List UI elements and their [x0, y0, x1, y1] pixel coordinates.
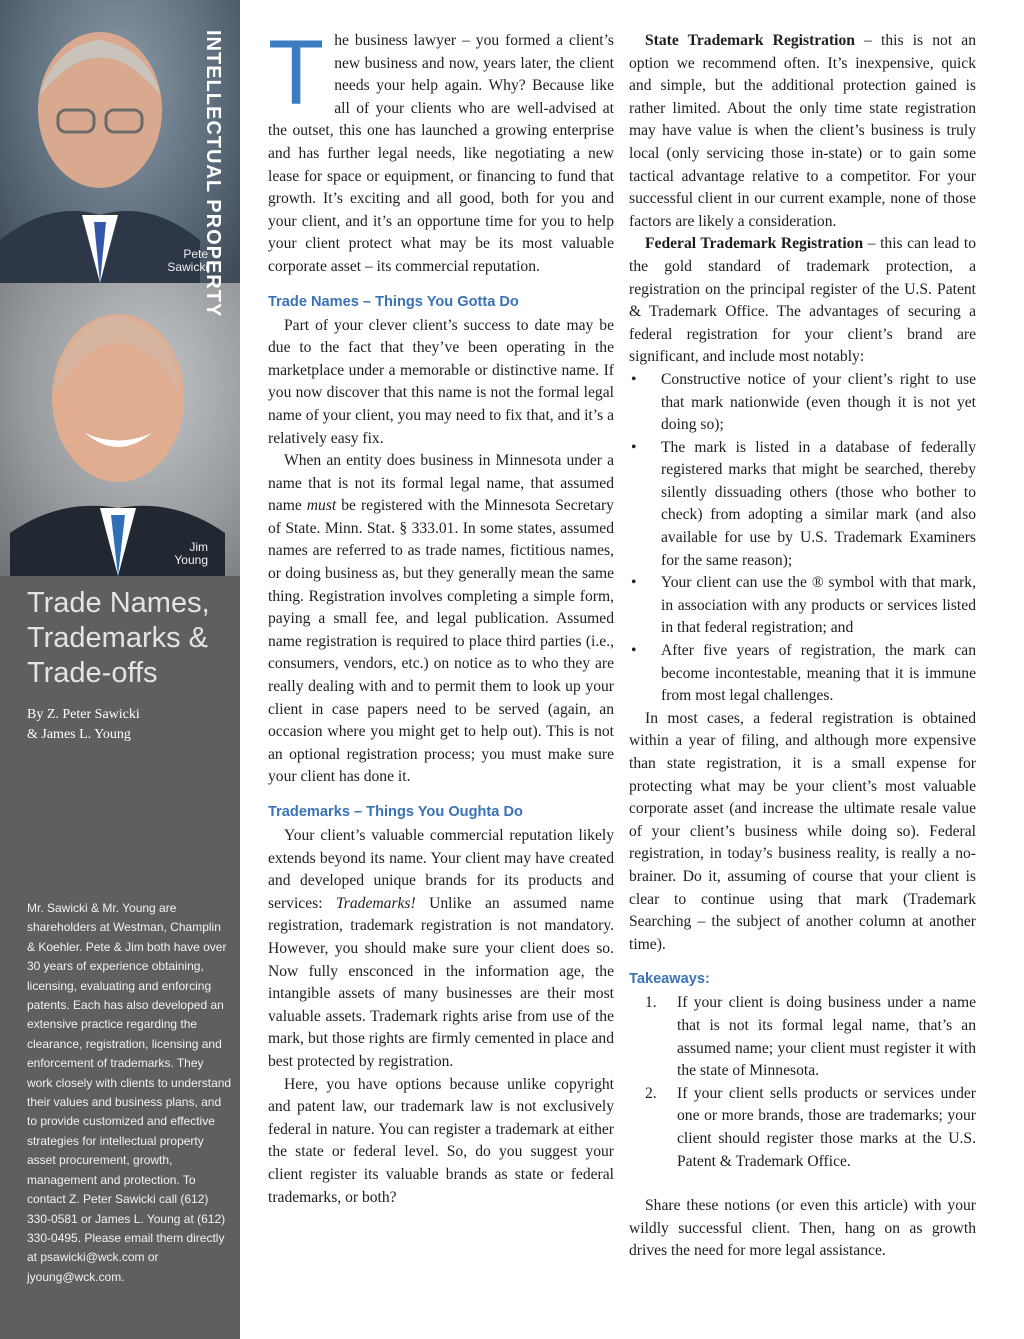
bullet-icon: • [631, 642, 637, 660]
paragraph [268, 450, 614, 789]
emphasis: Trademarks! [335, 894, 416, 912]
list-item [629, 1083, 976, 1173]
list-item [629, 992, 976, 1082]
byline-line: & James L. Young [27, 727, 131, 742]
bullet-icon: • [631, 438, 637, 456]
list-item-text: If your client sells products or services under one or more brands, those are trademarks; your client should register those marks at the U.S. Patent & Trademark Office. [677, 1084, 976, 1170]
byline-line: By Z. Peter Sawicki [27, 707, 140, 722]
run-in-heading: Federal Trademark Registration [645, 235, 864, 253]
bullet-icon: • [631, 370, 637, 388]
paragraph: Part of your clever client’s success to date may be due to the fact that they’ve been operating in the marketplace under a memorable or distinctive name. If you now discover that this name is not the formal legal name of your client, you may need to fix that, and it’s a relatively easy fix. [268, 316, 614, 447]
text-run: When an entity does business in Minnesota under a name that is not its formal legal name, that assumed name [268, 452, 614, 515]
list-item-text: Your client can use the ® symbol with that mark, in association with any products or services listed in that federal registration; and [661, 574, 976, 637]
text-run: – this can lead to the gold standard of trademark protection, a registration on the principal register of the U.S. Patent & Trademark Office. The advantages of securing a federal registration for your client’s brand are significant, and include most notably: [629, 235, 977, 366]
list-item [629, 640, 976, 708]
headline-line: Trade Names, [27, 587, 210, 619]
paragraph-state-registration [629, 30, 976, 233]
paragraph: Here, you have options because unlike copyright and patent law, our trademark law is not exclusively federal in nature. You can register a trademark at either the state or federal level. So, do you suggest your client register its valuable brands as state or federal trademarks, or both? [268, 1075, 614, 1206]
headline-line: Trademarks & [27, 622, 209, 654]
emphasis: must [306, 497, 337, 515]
text-run: – this is not an option we recommend often. It’s inexpensive, quick and simple, but the additional protection gained is rather limited. About the only time state registration may have value is when the client’s business is truly local (only servicing those in-state) or to gain some tactical advantage relative to a competitor. For your successful client in our current example, none of those factors are likely a consideration. [629, 32, 976, 230]
bullet-icon: • [631, 574, 637, 592]
section-label [196, 30, 238, 318]
caption-first-name: Pete [183, 247, 208, 261]
byline [27, 705, 232, 745]
text-run: Unlike an assumed name registration, trademark registration is not mandatory. However, you should make sure your client does so. Now fully ensconced in the information age, the intangible assets of many businesses are their most valuable assets. Trademark rights arise from use of the mark, but those rights are firmly cemented in place and best protected by registration. [268, 894, 614, 1070]
advantages-list [629, 369, 976, 708]
list-item [629, 437, 976, 573]
paragraph: In most cases, a federal registration is obtained within a year of filing, and although more expensive than state registration, it is a small expense for protecting what may be your client’s most valuable corporate asset (and increase the ultimate resale value of your client’s business while doing so). Federal registration, in today’s business reality, is really a no-brainer. Do it, assuming of course that your client is clear to continue using that mark (Trademark Searching – the subject of another column at another time). [629, 709, 976, 953]
drop-cap: T [268, 22, 325, 124]
list-item-text: The mark is listed in a database of federally registered marks that might be searched, thereby silently dissuading others (those who bother to check) from adopting a similar mark (and also available for use by U.S. Trademark Examiners for the same reason); [661, 438, 976, 569]
list-number: 1. [645, 994, 657, 1012]
article-column-1 [268, 22, 614, 1209]
sidebar [0, 0, 240, 1339]
list-number: 2. [645, 1084, 657, 1102]
list-item-text: After five years of registration, the mark can become incontestable, meaning that it is immune from most legal challenges. [661, 642, 976, 705]
portrait-illustration-2 [0, 283, 240, 576]
list-item [629, 369, 976, 437]
text-run: Your client’s valuable commercial reputation likely extends beyond its name. Your client may have created and developed unique brands for its products and services: [268, 827, 614, 912]
list-item [629, 572, 976, 640]
intro-paragraph [268, 22, 614, 279]
author-bio: Mr. Sawicki & Mr. Young are shareholders at Westman, Champlin & Koehler. Pete & Jim both have over 30 years of experience obtaining, licensing, evaluating and enforcing patents. Each has also developed an extensive practice regarding the clearance, registration, licensing and enforcement of trademarks. They work closely with clients to understand their values and business plans, and to provide customized and effective strategies for intellectual property asset procurement, growth, management and protection. To contact Z. Peter Sawicki call (612) 330-0581 or James L. Young at (612) 330-0495. Please email them directly at psawicki@wck.com or jyoung@wck.com. [27, 901, 232, 1284]
photo-caption-jim [174, 541, 208, 567]
text-run: be registered with the Minnesota Secretary of State. Minn. Stat. § 333.01. In some states, assumed names are referred to as trade names, fictitious names, or doing business as, but they generally mean the same thing. Registration involves completing a simple form, paying a small fee, and legal publication. Assumed name registration is required to place third parties (i.e., consumers, vendors, etc.) on notice as to who they are really dealing with and to permit them to look up your client in case papers need to be served (again, an occasion where you might get to help out). This is not an optional registration process; you must make sure your client has done it. [268, 497, 614, 786]
article-column-2 [629, 30, 976, 1263]
list-item-text: If your client is doing business under a name that is not its formal legal name, that’s an assumed name; your client must register it with the state of Minnesota. [677, 994, 976, 1080]
caption-last-name: Sawicki [167, 260, 208, 274]
section-label-text: INTELLECTUAL PROPERTY [202, 30, 224, 318]
list-item-text: Constructive notice of your client’s right to use that mark nationwide (even though it is not yet doing so); [661, 370, 976, 434]
author-photo-jim-young [0, 283, 240, 576]
article-headline [27, 586, 232, 691]
closing-paragraph: Share these notions (or even this article) with your wildly successful client. Then, hang on as growth drives the need for more legal assistance. [629, 1197, 976, 1260]
run-in-heading: State Trademark Registration [645, 32, 855, 49]
caption-first-name: Jim [189, 540, 208, 554]
heading-trade-names: Trade Names – Things You Gotta Do [268, 293, 519, 310]
spacer [629, 1173, 976, 1195]
caption-last-name: Young [174, 553, 208, 567]
paragraph [268, 825, 614, 1074]
headline-line: Trade-offs [27, 657, 158, 689]
paragraph-federal-registration [629, 233, 976, 369]
takeaways-list [629, 992, 976, 1173]
heading-takeaways: Takeaways: [629, 971, 710, 988]
heading-trademarks: Trademarks – Things You Oughta Do [268, 804, 523, 820]
intro-text: he business lawyer – you formed a client’s new business and now, years later, the client needs your help again. Why? Because like all of your clients who are well-advised at the outset, this one has launched a growing enterprise and has further legal needs, like negotiating a new lease for space or equipment, or financing to fund that growth. It’s exciting and all good, both for you and your client, and it’s an opportune time for you to help your client protect what may be its most valuable corporate asset – its commercial reputation. [268, 32, 614, 275]
